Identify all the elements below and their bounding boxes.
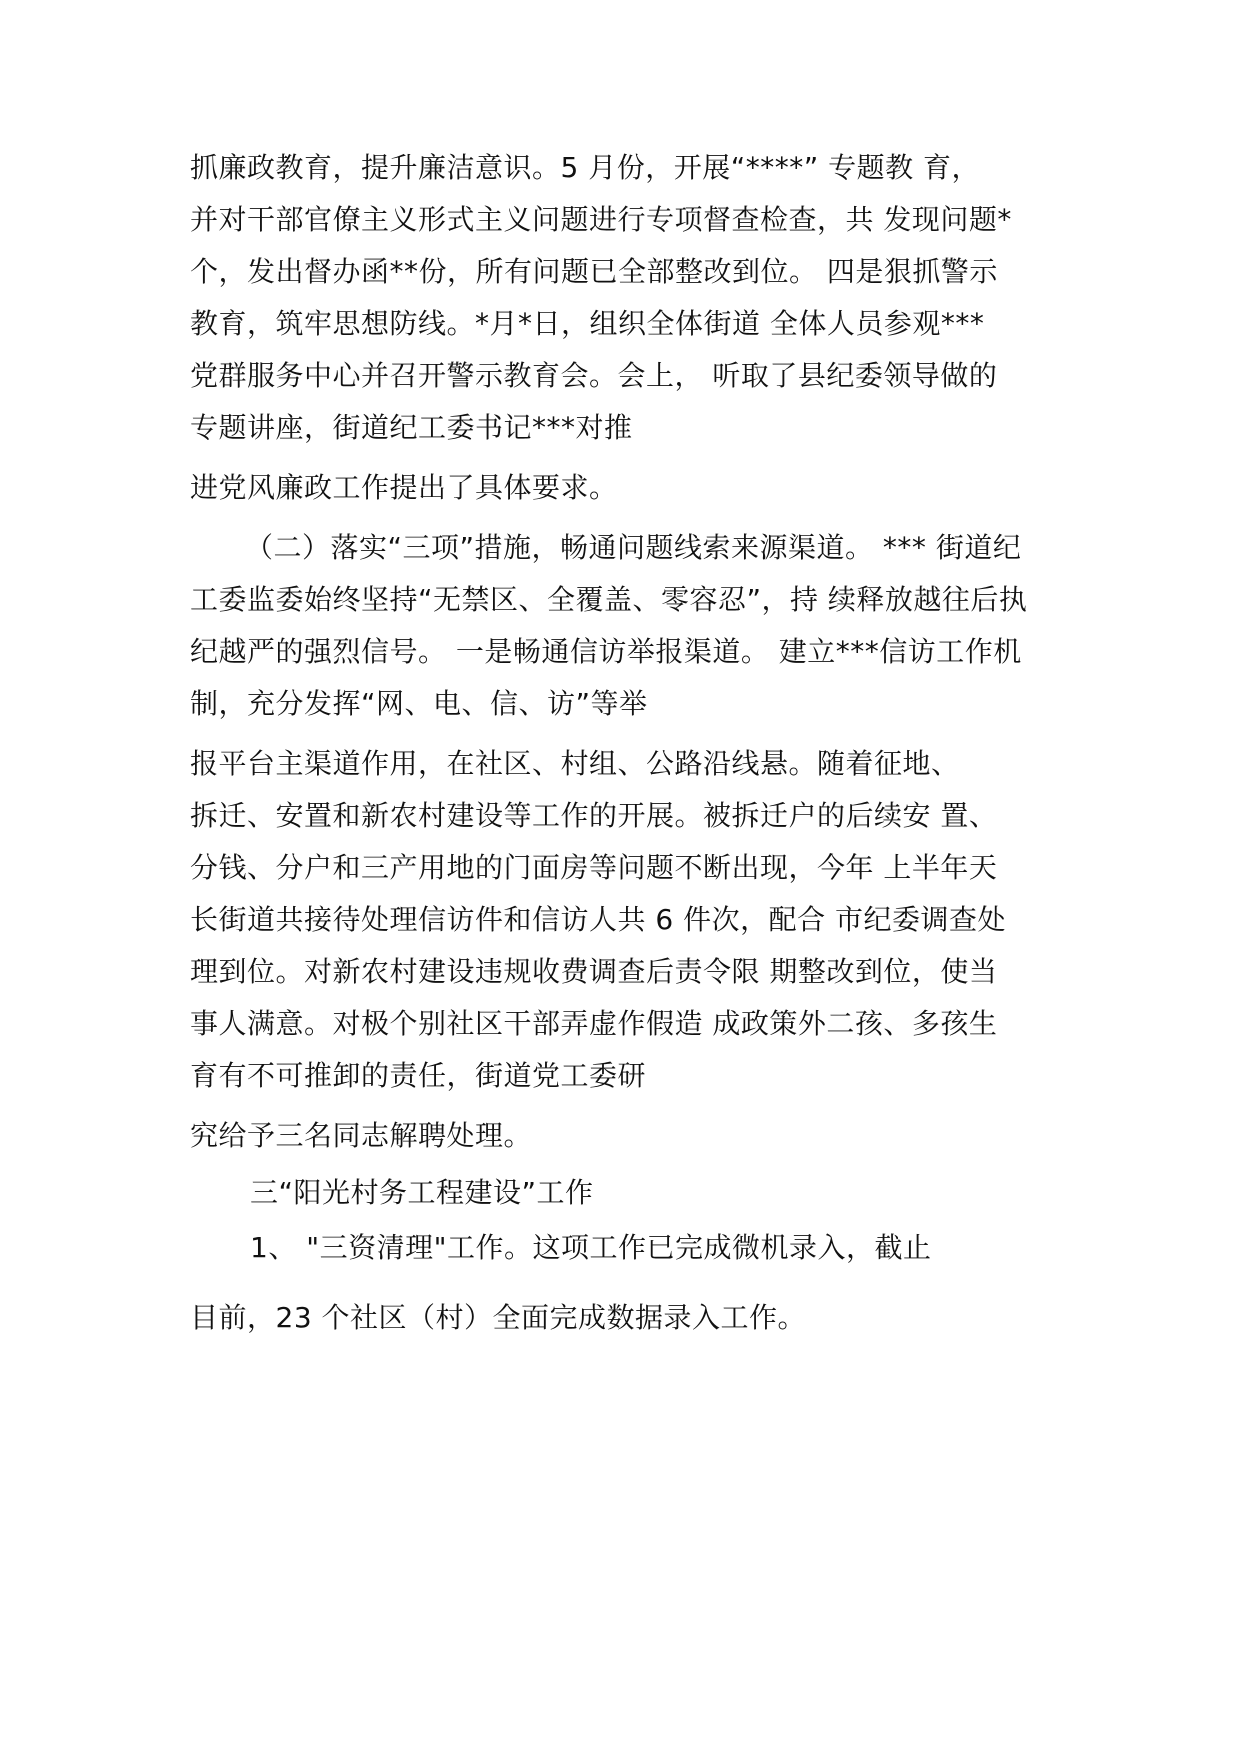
section-heading-3: 三“阳光村务工程建设”工作 (250, 1176, 594, 1209)
text-line-12: 报平台主渠道作用，在社区、村组、公路沿线悬。随着征地、 (190, 747, 960, 780)
text-line-19: 究给予三名同志解聘处理。 (190, 1119, 533, 1152)
text-line-16: 理到位。对新农村建设违规收费调查后责令限 期整改到位，使当 (190, 955, 998, 988)
text-line-2: 并对干部官僚主义形式主义问题进行专项督查检查，共 发现问题* (190, 203, 1012, 236)
text-line-13: 拆迁、安置和新农村建设等工作的开展。被拆迁户的后续安 置、 (190, 799, 998, 832)
text-line-7: 进党风廉政工作提出了具体要求。 (190, 471, 618, 504)
text-line-15: 长街道共接待处理信访件和信访人共 6 件次，配合 市纪委调查处 (190, 903, 1007, 936)
text-line-3: 个，发出督办函**份，所有问题已全部整改到位。 四是狠抓警示 (190, 255, 998, 288)
item-heading-1: 1、 "三资清理"工作。这项工作已完成微机录入，截止 (250, 1231, 932, 1264)
text-line-1: 抓廉政教育，提升廉洁意识。5 月份，开展“****” 专题教 育， (190, 151, 981, 184)
text-line-18: 育有不可推卸的责任，街道党工委研 (190, 1059, 647, 1092)
text-line-11: 制，充分发挥“网、电、信、访”等举 (190, 687, 648, 720)
text-line-14: 分钱、分户和三产用地的门面房等问题不断出现，今年 上半年天 (190, 851, 998, 884)
text-line-10: 纪越严的强烈信号。 一是畅通信访举报渠道。 建立***信访工作机 (190, 635, 1022, 668)
text-line-9: 工委监委始终坚持“无禁区、全覆盖、零容忍”，持 续释放越往后执 (190, 583, 1028, 616)
text-line-17: 事人满意。对极个别社区干部弄虚作假造 成政策外二孩、多孩生 (190, 1007, 998, 1040)
text-line-22: 目前，23 个社区（村）全面完成数据录入工作。 (190, 1301, 807, 1334)
text-line-5: 党群服务中心并召开警示教育会。会上， 听取了县纪委领导做的 (190, 359, 998, 392)
section-heading-2: （二）落实“三项”措施，畅通问题线索来源渠道。 *** 街道纪 (245, 531, 1022, 564)
text-line-4: 教育，筑牢思想防线。*月*日，组织全体街道 全体人员参观*** (190, 307, 985, 340)
text-line-6: 专题讲座，街道纪工委书记***对推 (190, 411, 633, 444)
